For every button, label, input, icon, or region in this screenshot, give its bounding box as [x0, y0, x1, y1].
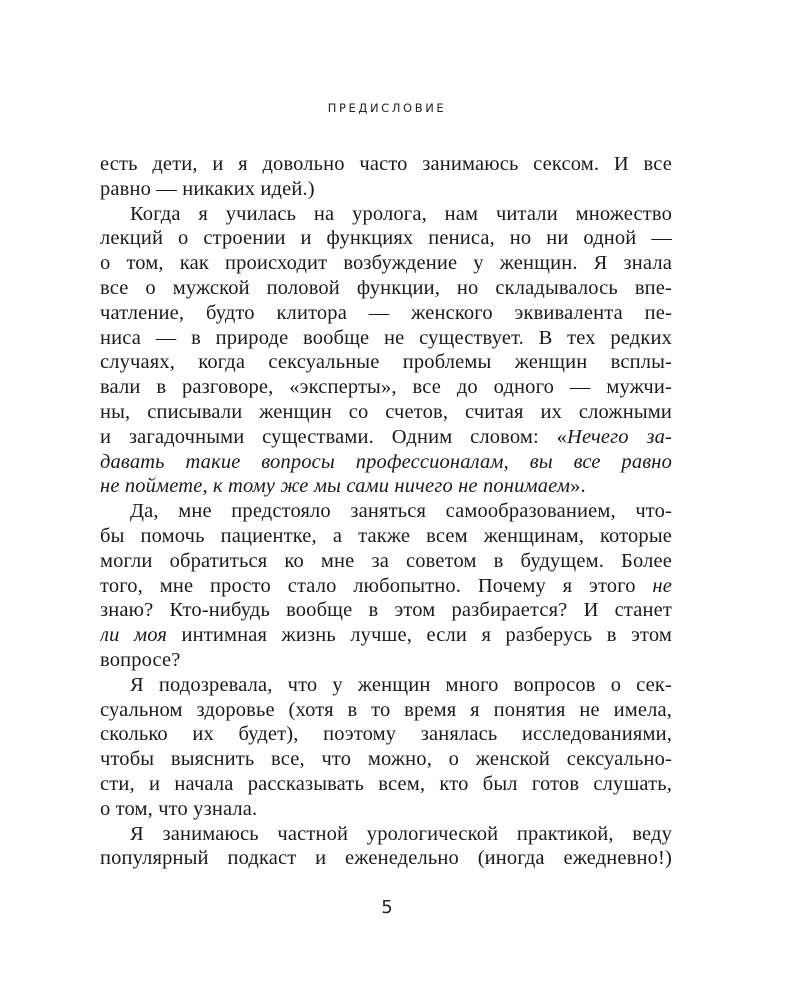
italic-text-segment: ли моя: [100, 624, 168, 647]
text-line: [100, 623, 672, 648]
text-segment: и загадочными существами. Одним словом: «: [100, 425, 568, 448]
text-segment: чтобы выяснить все, что можно, о женской сексуально-: [100, 748, 672, 771]
text-line: [100, 152, 672, 177]
text-segment: знаю? Кто-нибудь вообще в этом разбирается? И станет: [100, 599, 672, 622]
italic-text-segment: не: [652, 574, 672, 597]
text-line: [100, 698, 672, 723]
text-line: [100, 747, 672, 772]
text-line: [100, 673, 672, 698]
text-line: [100, 375, 672, 400]
paragraph: [100, 152, 672, 202]
text-line: [100, 425, 672, 450]
text-segment: все о мужской половой функции, но складывалось впе-: [100, 276, 672, 299]
text-line: [100, 276, 672, 301]
text-line: [100, 450, 672, 475]
text-line: [100, 598, 672, 623]
text-line: [100, 549, 672, 574]
text-segment: лекций о строении и функциях пениса, но ни одной —: [100, 227, 672, 250]
italic-text-segment: не поймете, к тому же мы сами ничего не понимаем: [100, 475, 571, 498]
text-line: [100, 202, 672, 227]
text-line: [100, 822, 672, 847]
text-segment: могли обратиться ко мне за советом в будущем. Более: [100, 549, 672, 572]
text-line: [100, 772, 672, 797]
text-line: [100, 499, 672, 524]
text-segment: равно — никаких идей.): [100, 177, 315, 200]
text-line: [100, 226, 672, 251]
text-segment: сти, и начала рассказывать всем, кто был готов слушать,: [100, 772, 672, 795]
text-segment: о том, что узнала.: [100, 797, 258, 820]
text-segment: интимная жизнь лучше, если я разберусь в этом: [167, 624, 672, 647]
text-segment: ниса — в природе вообще не существует. В тех редких: [100, 326, 672, 349]
text-segment: ны, списывали женщин со счетов, считая их сложными: [100, 400, 672, 423]
page-number: 5: [381, 897, 393, 918]
paragraph: [100, 822, 672, 872]
text-segment: вопросе?: [100, 648, 181, 671]
text-segment: Я подозревала, что у женщин много вопросов о сек-: [130, 673, 672, 696]
text-segment: ».: [570, 475, 586, 498]
running-header: ПРЕДИСЛОВИЕ: [327, 101, 447, 115]
text-line: [100, 648, 672, 673]
text-line: [100, 474, 672, 499]
paragraph: [100, 202, 672, 500]
paragraph: [100, 673, 672, 822]
text-line: [100, 797, 672, 822]
italic-text-segment: давать такие вопросы профессионалам, вы все равно: [100, 450, 672, 473]
text-segment: Я занимаюсь частной урологической практикой, веду: [130, 822, 672, 845]
text-segment: сколько их будет), поэтому занялась исследованиями,: [100, 723, 672, 746]
text-segment: есть дети, и я довольно часто занимаюсь сексом. И все: [100, 153, 672, 175]
text-line: [100, 722, 672, 747]
text-segment: бы помочь пациентке, а также всем женщинам, которые: [100, 524, 672, 547]
text-line: [100, 524, 672, 549]
text-line: [100, 574, 672, 599]
text-line: [100, 326, 672, 351]
text-segment: Да, мне предстояло заняться самообразованием, что-: [130, 500, 672, 523]
text-segment: того, мне просто стало любопытно. Почему я этого: [100, 574, 653, 597]
text-line: [100, 301, 672, 326]
text-segment: популярный подкаст и еженедельно (иногда ежедневно!): [100, 847, 672, 870]
paragraph: [100, 499, 672, 673]
text-segment: случаях, когда сексуальные проблемы женщин всплы-: [100, 351, 672, 374]
text-segment: суальном здоровье (хотя в то время я понятия не имела,: [100, 698, 672, 721]
italic-text-segment: Нечего за-: [567, 425, 672, 448]
text-line: [100, 846, 672, 871]
text-line: [100, 177, 672, 202]
text-line: [100, 251, 672, 276]
text-segment: чатление, будто клитора — женского эквивалента пе-: [100, 301, 672, 324]
text-segment: вали в разговоре, «эксперты», все до одного — мужчи-: [100, 376, 672, 399]
text-segment: Когда я училась на уролога, нам читали множество: [130, 202, 672, 225]
body-text: [100, 152, 672, 871]
text-line: [100, 350, 672, 375]
text-segment: о том, как происходит возбуждение у женщин. Я знала: [100, 252, 672, 275]
text-line: [100, 400, 672, 425]
